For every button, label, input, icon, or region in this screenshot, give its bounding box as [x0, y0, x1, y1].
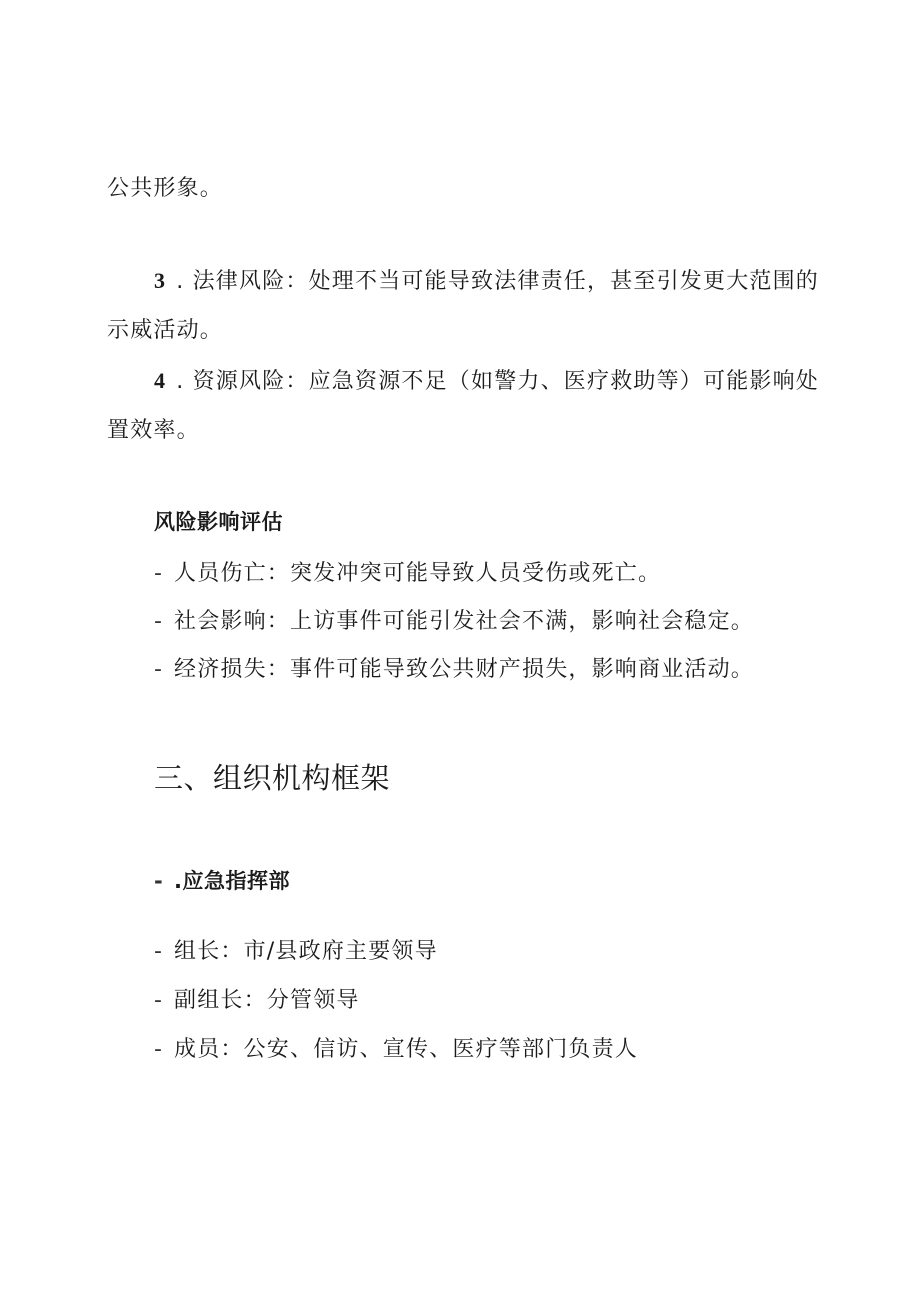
dash-bullet: - [154, 657, 164, 682]
dash-bullet: - [154, 561, 164, 586]
dash-bullet: - [154, 609, 164, 634]
dash-bullet: - [154, 988, 164, 1013]
list-item [154, 563, 661, 585]
subsection-heading [154, 871, 290, 892]
risk-item-legal-cont: 示威活动。 [107, 318, 224, 343]
list-item [154, 659, 754, 681]
list-item-text: 经济损失：事件可能导致公共财产损失，影响商业活动。 [174, 657, 755, 682]
dash-bullet: - [154, 1037, 164, 1062]
list-item [154, 990, 360, 1012]
risk-text: . 资源风险：应急资源不足（如警力、医疗救助等）可能影响处 [176, 369, 819, 394]
risk-number: 4 [154, 368, 167, 393]
list-item-text: 成员：公安、信访、宣传、医疗等部门负责人 [174, 1037, 639, 1062]
risk-text: . 法律风险：处理不当可能导致法律责任，甚至引发更大范围的 [176, 269, 819, 294]
risk-item-resource-cont: 置效率。 [107, 418, 200, 443]
list-item-text: 组长：市/县政府主要领导 [174, 939, 438, 964]
risk-item-legal [154, 270, 819, 293]
list-item-text: 副组长：分管领导 [174, 988, 360, 1013]
list-item-text: 社会影响：上访事件可能引发社会不满，影响社会稳定。 [174, 609, 755, 634]
risk-number: 3 [154, 268, 167, 293]
subsection-heading-text: .应急指挥部 [174, 869, 290, 893]
impact-assessment-heading: 风险影响评估 [154, 510, 283, 534]
dash-bullet: - [154, 939, 164, 964]
section-title: 三、组织机构框架 [154, 761, 391, 795]
list-item [154, 1039, 638, 1061]
list-item-text: 人员伤亡：突发冲突可能导致人员受伤或死亡。 [174, 561, 662, 586]
risk-item-resource [154, 370, 819, 393]
list-item [154, 941, 438, 963]
dash-bullet: - [154, 869, 164, 893]
list-item [154, 611, 754, 633]
paragraph-continuation: 公共形象。 [107, 176, 224, 201]
